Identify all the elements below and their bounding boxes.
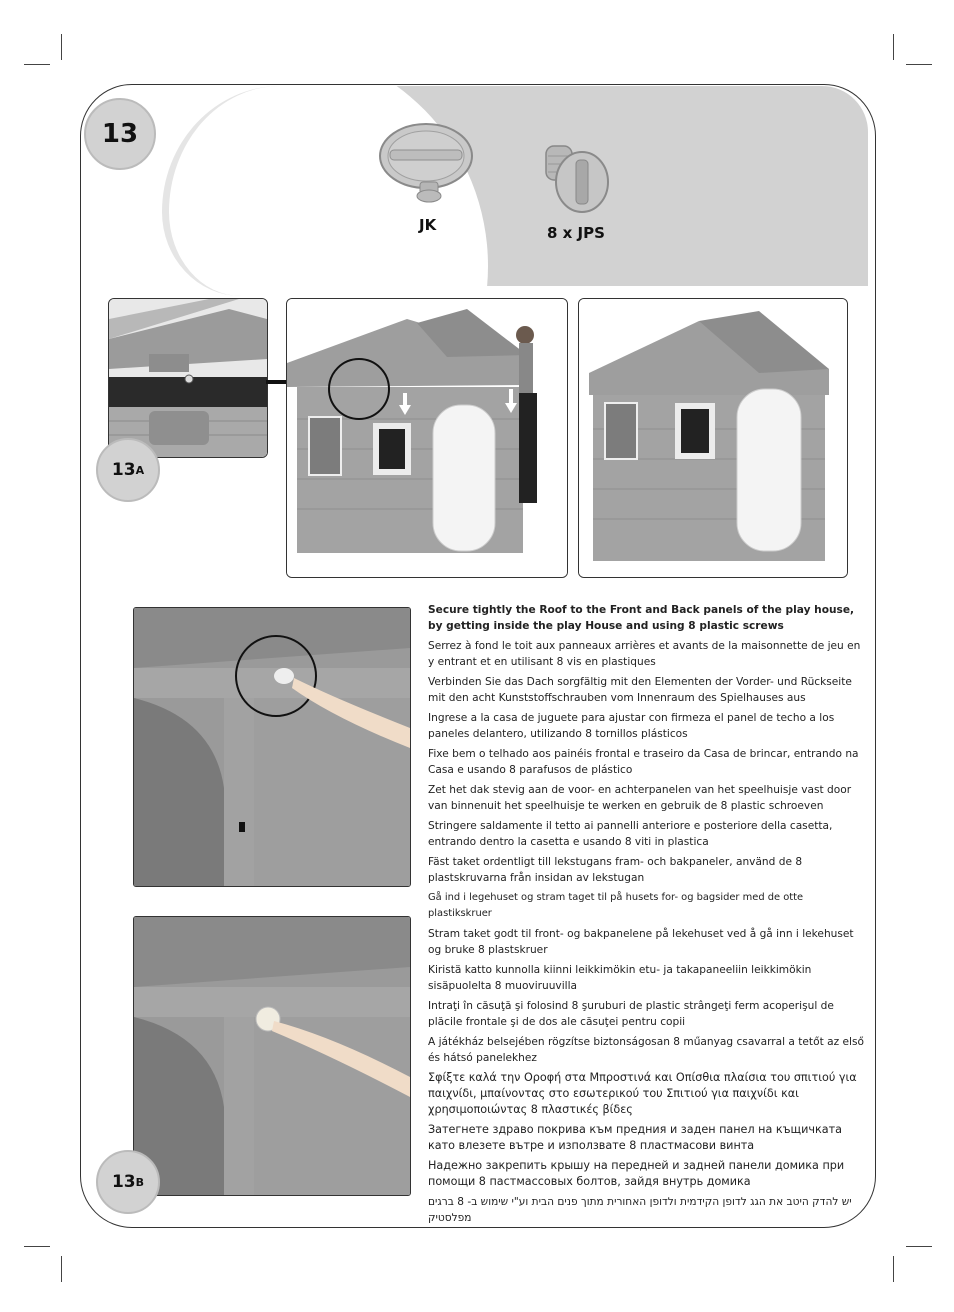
crop-mark	[61, 34, 62, 60]
instruction-de: Verbinden Sie das Dach sorgfältig mit den Elementen der Vorder- und Rückseite mit den acht Kunststoffschrauben vom Innenraum des Spielhauses aus	[428, 676, 852, 704]
crop-mark	[893, 1256, 894, 1282]
step-13a-number: 13	[111, 460, 136, 480]
step-13a-badge	[96, 438, 160, 502]
instructions-text	[428, 602, 868, 1230]
house-finished-photo	[578, 298, 848, 578]
instruction-bg: Затегнете здраво покрива към предния и заден панел на къщичката като влезете вътре и използвате 8 пластмасови винта	[428, 1123, 842, 1152]
screw-insertion-photo	[133, 607, 411, 887]
detail-photo-roof-edge	[108, 298, 268, 458]
roof-connector-icon	[376, 120, 484, 210]
house-roof-placement-photo	[286, 298, 568, 578]
instruction-sv: Fäst taket ordentligt till lekstugans fram- och bakpaneler, använd de 8 plastskruvarna från insidan av lekstugan	[428, 856, 803, 884]
crop-mark	[906, 64, 932, 65]
plastic-screw-icon	[536, 140, 614, 222]
instruction-he: יש להדק היטב את הגג לדופן הקידמית ולדופן האחורית מתוך פנים הבית וע"י שימוש ב- 8 ברגים מפלסטיק	[428, 1196, 852, 1224]
step-13a-suffix: A	[135, 463, 145, 477]
instruction-en: Secure tightly the Roof to the Front and Back panels of the play house, by getting inside the play House and using 8 plastic screws	[428, 604, 855, 632]
instruction-no: Stram taket godt til front- og bakpanelene på lekehuset ved å gå inn i lekehuset og bruke 8 plastskruer	[428, 928, 854, 956]
instruction-fi: Kiristä katto kunnolla kiinni leikkimökin etu- ja takapaneeliin leikkimökin sisäpuolelta 8 muoviruuvilla	[428, 964, 812, 992]
step-number-badge	[84, 98, 156, 170]
step-number: 13	[101, 119, 139, 149]
instruction-da: Gå ind i legehuset og stram taget til på husets for- og bagsider med de otte plastikskruer	[428, 892, 804, 919]
crop-mark	[893, 34, 894, 60]
instruction-nl: Zet het dak stevig aan de voor- en achterpanelen van het speelhuisje vast door van binnenuit het speelhuisje te werken en gebruik de 8 plastic schroeven	[428, 784, 852, 812]
instruction-ro: Intraţi în căsuţă şi folosind 8 şuruburi de plastic strângeţi ferm acoperişul de plăcile frontale şi de dos ale căsuţei pentru copii	[428, 1000, 834, 1028]
step-13b-badge	[96, 1150, 160, 1214]
screw-tightened-photo	[133, 916, 411, 1196]
instruction-fr: Serrez à fond le toit aux panneaux arrières et avants de la maisonnette de jeu en y entrant et en utilisant 8 vis en plastiques	[428, 640, 861, 668]
instruction-it: Stringere saldamente il tetto ai pannelli anteriore e posteriore della casetta, entrando dentro la casetta e usando 8 viti in plastica	[428, 820, 833, 848]
instruction-ru: Надежно закрепить крышу на передней и задней панели домика при помощи 8 пастмассовых болтов, зайдя внутрь домика	[428, 1159, 845, 1188]
step-13b-number: 13	[111, 1172, 136, 1192]
crop-mark	[906, 1246, 932, 1247]
instruction-el: Σφίξτε καλά την Οροφή στα Μπροστινά και Οπίσθια πλαίσια του σπιτιού για παιχνίδι, μπαίνοντας στο εσωτερικού του Σπιτιού για παιχνίδι και χρησιμοποιώντας 8 πλαστικές βίδες	[428, 1071, 857, 1116]
part-label-jk: JK	[419, 216, 437, 234]
instruction-es: Ingrese a la casa de juguete para ajustar con firmeza el panel de techo a los paneles delantero, utilizando 8 tornillos plásticos	[428, 712, 835, 740]
crop-mark	[24, 1246, 50, 1247]
crop-mark	[24, 64, 50, 65]
crop-mark	[61, 1256, 62, 1282]
step-13b-suffix: B	[135, 1175, 145, 1189]
part-label-jps: 8 x JPS	[547, 224, 605, 242]
instruction-pt: Fixe bem o telhado aos painéis frontal e traseiro da Casa de brincar, entrando na Casa e usando 8 parafusos de plástico	[428, 748, 859, 776]
instruction-hu: A játékház belsejében rögzítse biztonságosan 8 műanyag csavarral a tetőt az első és hátsó panelekhez	[428, 1036, 864, 1064]
